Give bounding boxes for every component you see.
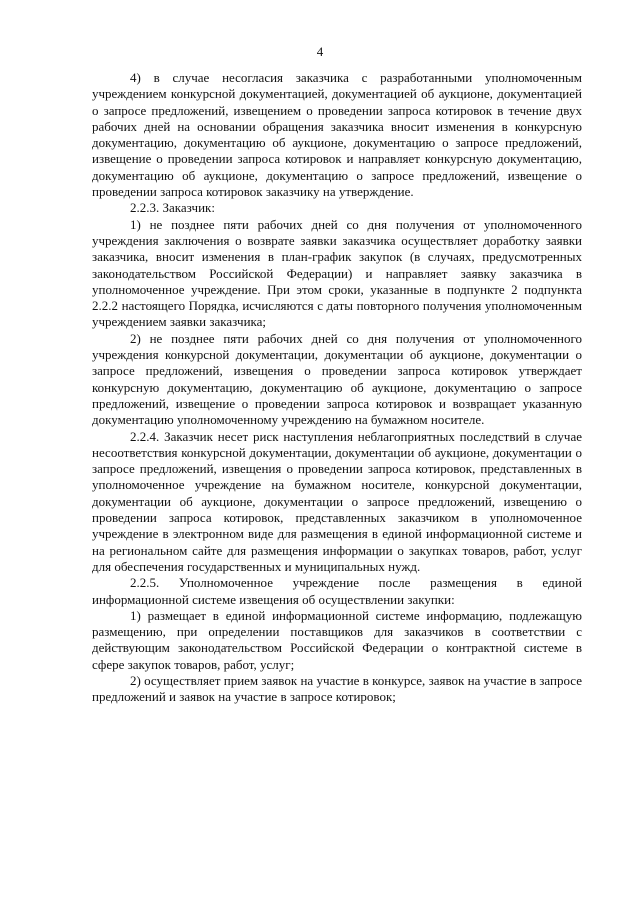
paragraph-2-2-4: 2.2.4. Заказчик несет риск наступления неблагоприятных последствий в случае несоответствия конкурсной документации, документации об аукционе, документации о запросе предложений, извещения о проведении запроса котировок, представленных в уполномоченное учреждение на бумажном носителе, конкурсной документации, документации об аукционе, документации о запросе предложений, извещению о проведении запроса котировок, представленных заказчиком в уполномоченное учреждение в электронном виде для размещения в единой информационной системе и на региональном сайте для размещения информации о закупках товаров, работ, услуг для обеспечения государственных и муниципальных нужд. — [92, 428, 582, 574]
paragraph-2-2-5: 2.2.5. Уполномоченное учреждение после размещения в единой информационной системе извещения об осуществлении закупки: — [92, 575, 582, 607]
paragraph-2-2-5-item-2: 2) осуществляет прием заявок на участие в конкурсе, заявок на участие в запросе предложений и заявок на участие в запросе котировок; — [92, 672, 582, 705]
paragraph-2-2-3-item-2: 2) не позднее пяти рабочих дней со дня получения от уполномоченного учреждения конкурсной документации, документации об аукционе, документации о запросе предложений, извещения о проведении запроса котировок утверждает конкурсную документацию, документацию об аукционе, документацию о запросе предложений, извещение о проведении запроса котировок и возвращает указанную документацию уполномоченному учреждению на бумажном носителе. — [92, 330, 582, 428]
page-number: 4 — [316, 44, 324, 59]
paragraph-4-disagreement: 4) в случае несогласия заказчика с разработанными уполномоченным учреждением конкурсной документацией, документацией об аукционе, документацией о запросе предложений, извещением о проведении запроса котировок в течение двух рабочих дней на основании обращения заказчика вносит изменения в конкурсную документацию, документацию об аукционе, документацию о запросе предложений, извещение о проведении запроса котировок и направляет конкурсную документацию, документацию об аукционе, документацию о запросе предложений, извещение о проведении запроса котировок заказчику на утверждение. — [92, 70, 582, 200]
paragraph-2-2-5-item-1: 1) размещает в единой информационной системе информацию, подлежащую размещению, при определении поставщиков для заказчиков в соответствии с действующим законодательством Российской Федерации о контрактной системе в сфере закупок товаров, работ, услуг; — [92, 607, 582, 672]
section-heading-2-2-3: 2.2.3. Заказчик: — [130, 200, 215, 216]
paragraph-2-2-3-item-1: 1) не позднее пяти рабочих дней со дня получения от уполномоченного учреждения заключения о возврате заявки заказчика осуществляет доработку заявки заказчика, вносит изменения в план-график закупок (в случаях, предусмотренных законодательством Российской Федерации) и направляет заявку заказчика в уполномоченное учреждение. При этом сроки, указанные в подпункте 2 подпункта 2.2.2 настоящего Порядка, исчисляются с даты повторного получения уполномоченным учреждением заявки заказчика; — [92, 216, 582, 330]
document-body — [92, 70, 582, 706]
